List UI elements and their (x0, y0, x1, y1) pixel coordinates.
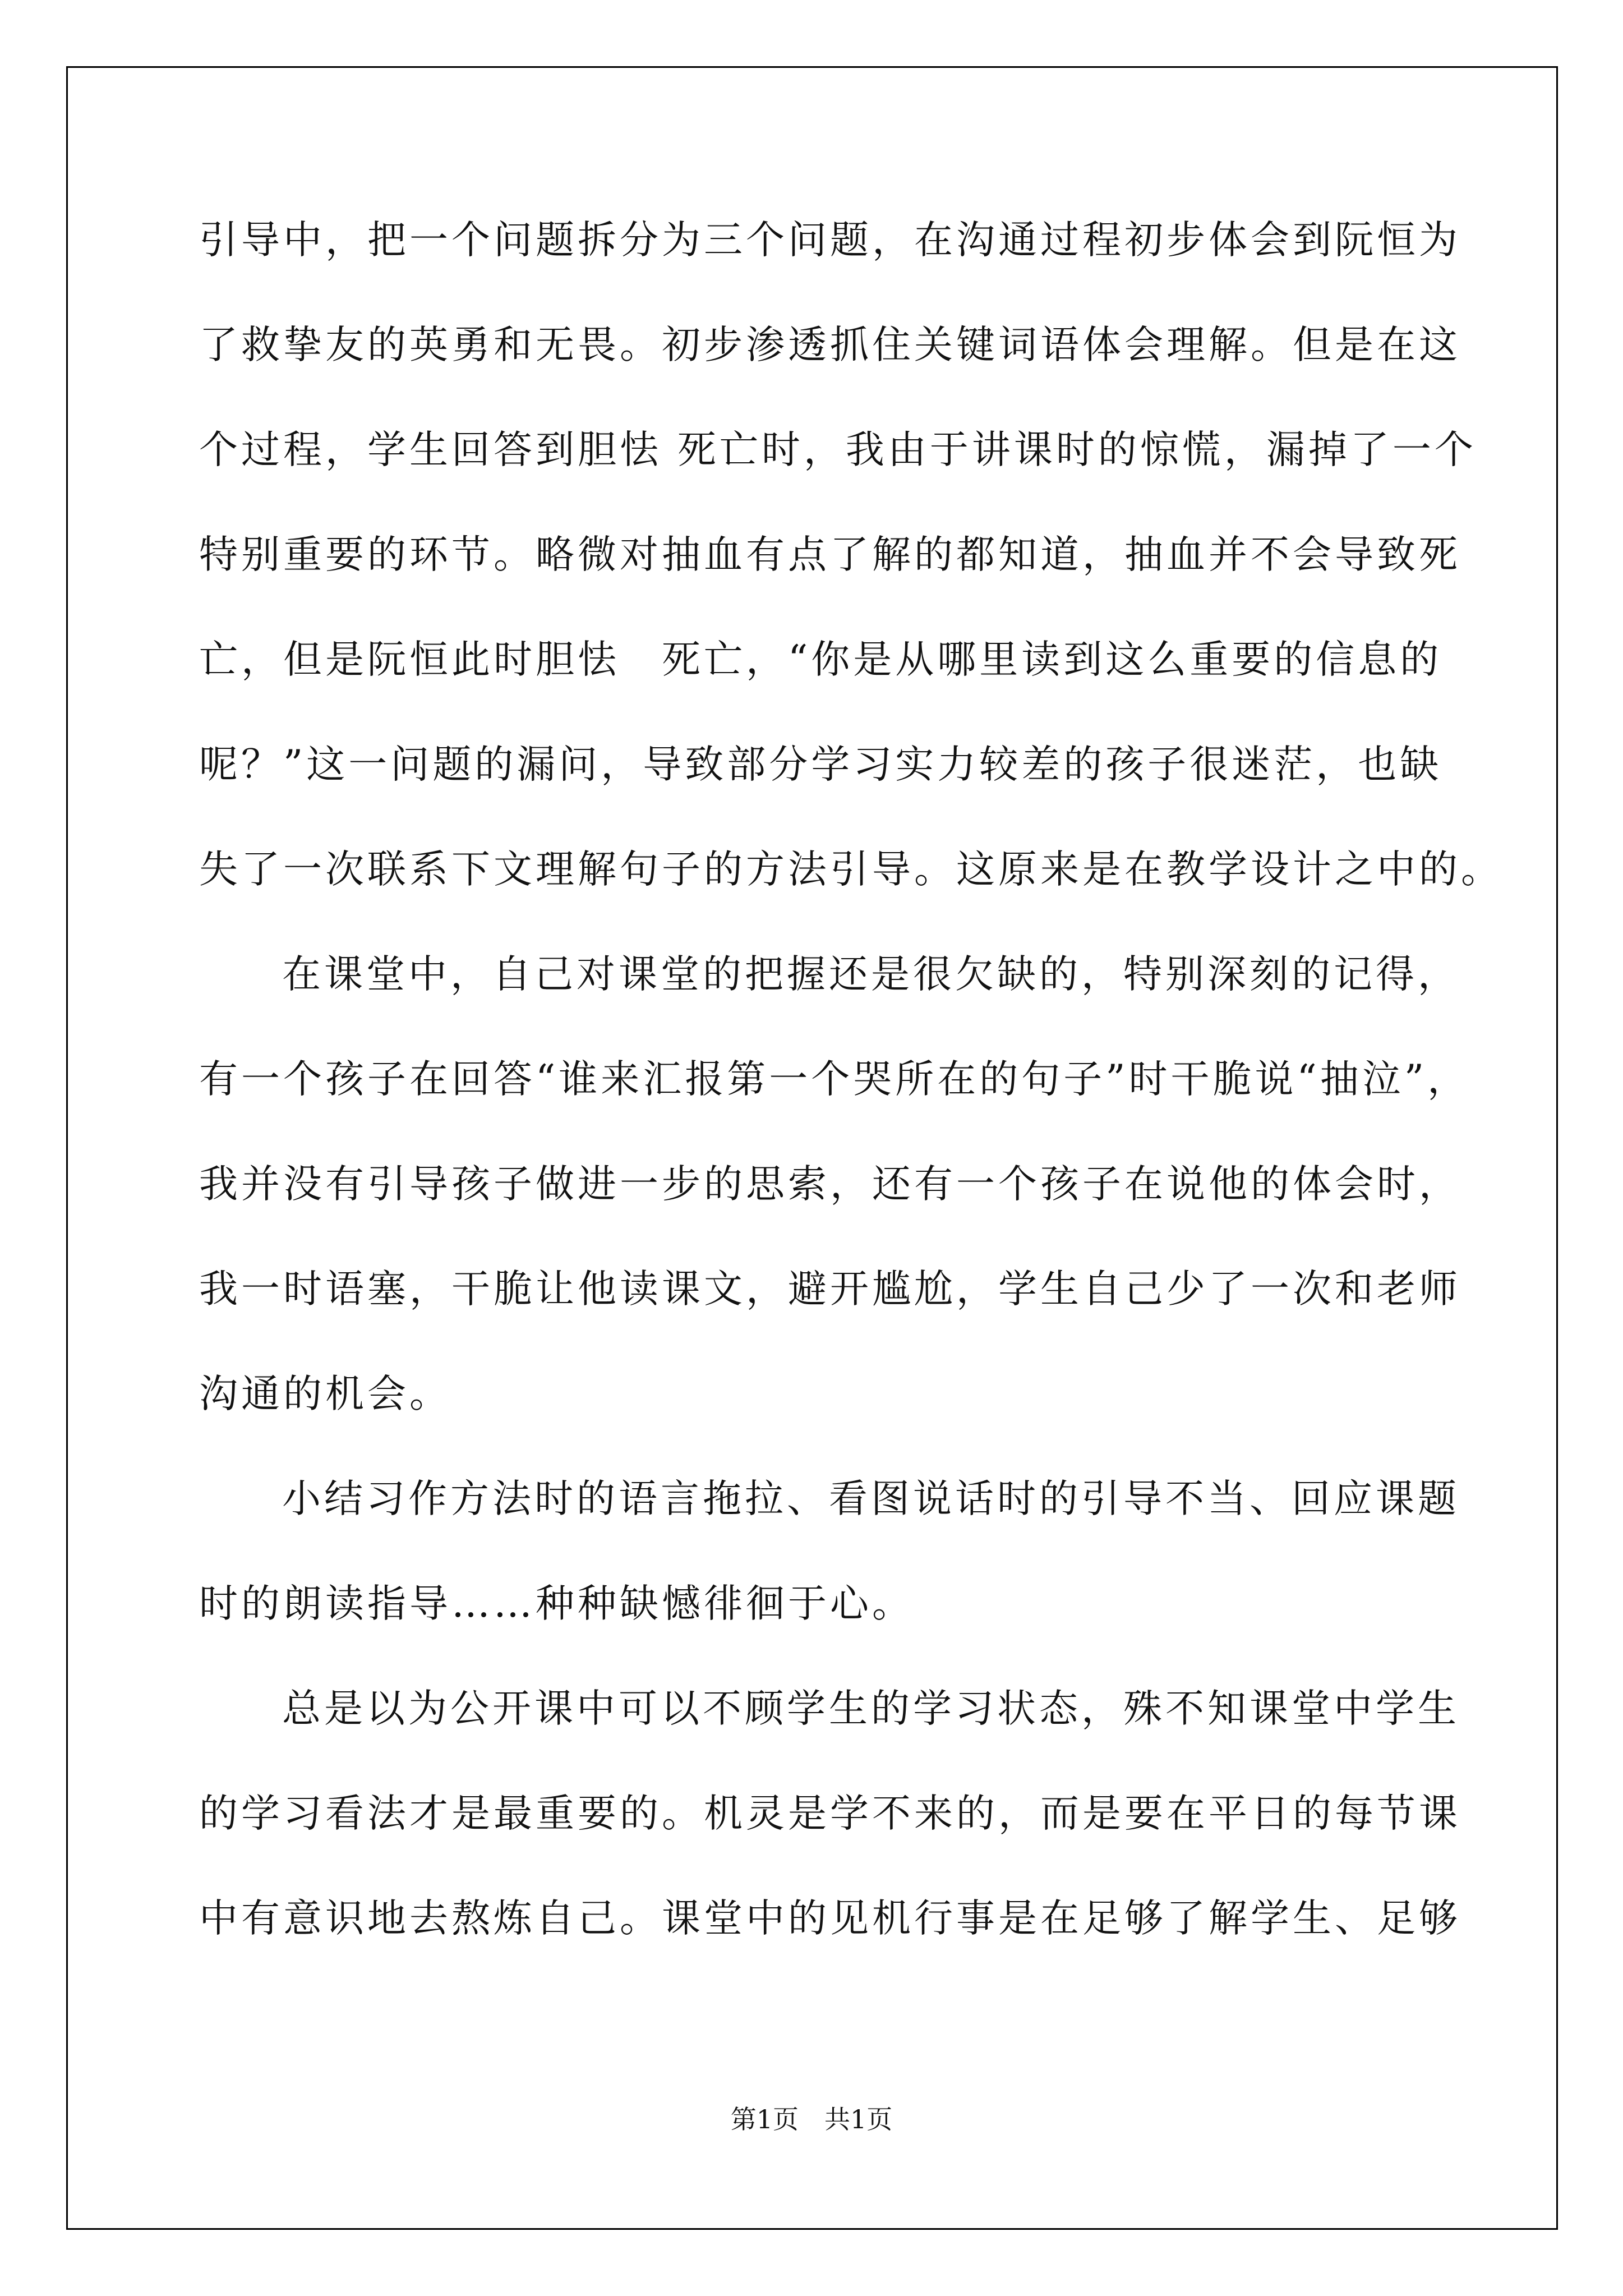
text-line: 个过程，学生回答到胆怯 死亡时，我由于讲课时的惊慌，漏掉了一个 (199, 427, 1477, 472)
text-line: 小结习作方法时的语言拖拉、看图说话时的引导不当、回应课题 (282, 1476, 1460, 1521)
text-line: 特别重要的环节。略微对抽血有点了解的都知道，抽血并不会导致死 (199, 532, 1461, 577)
text-line: 我并没有引导孩子做进一步的思索，还有一个孩子在说他的体会时， (199, 1162, 1461, 1207)
text-line: 中有意识地去熬炼自己。课堂中的见机行事是在足够了解学生、足够 (199, 1896, 1461, 1941)
text-line: 时的朗读指导……种种缺憾徘徊于心。 (199, 1581, 914, 1626)
text-line: 了救挚友的英勇和无畏。初步渗透抓住关键词语体会理解。但是在这 (199, 323, 1461, 367)
text-line: 失了一次联系下文理解句子的方法引导。这原来是在教学设计之中的。 (199, 847, 1503, 892)
text-line: 沟通的机会。 (199, 1372, 451, 1416)
text-line: 有一个孩子在回答“谁来汇报第一个哭所在的句子”时干脆说“抽泣”， (199, 1057, 1470, 1102)
text-line: 我一时语塞，干脆让他读课文，避开尴尬，学生自己少了一次和老师 (199, 1267, 1461, 1312)
text-line: 的学习看法才是最重要的。机灵是学不来的，而是要在平日的每节课 (199, 1791, 1461, 1836)
text-line: 呢？”这一问题的漏问，导致部分学习实力较差的孩子很迷茫，也缺 (199, 742, 1442, 787)
page-number: 第1页 共1页 (730, 2104, 893, 2134)
text-line: 在课堂中，自己对课堂的把握还是很欠缺的，特别深刻的记得， (282, 952, 1460, 997)
text-line: 引导中，把一个问题拆分为三个问题，在沟通过程初步体会到阮恒为 (199, 218, 1461, 263)
text-line: 亡，但是阮恒此时胆怯 死亡，“你是从哪里读到这么重要的信息的 (199, 637, 1442, 682)
text-line: 总是以为公开课中可以不顾学生的学习状态，殊不知课堂中学生 (282, 1686, 1460, 1731)
